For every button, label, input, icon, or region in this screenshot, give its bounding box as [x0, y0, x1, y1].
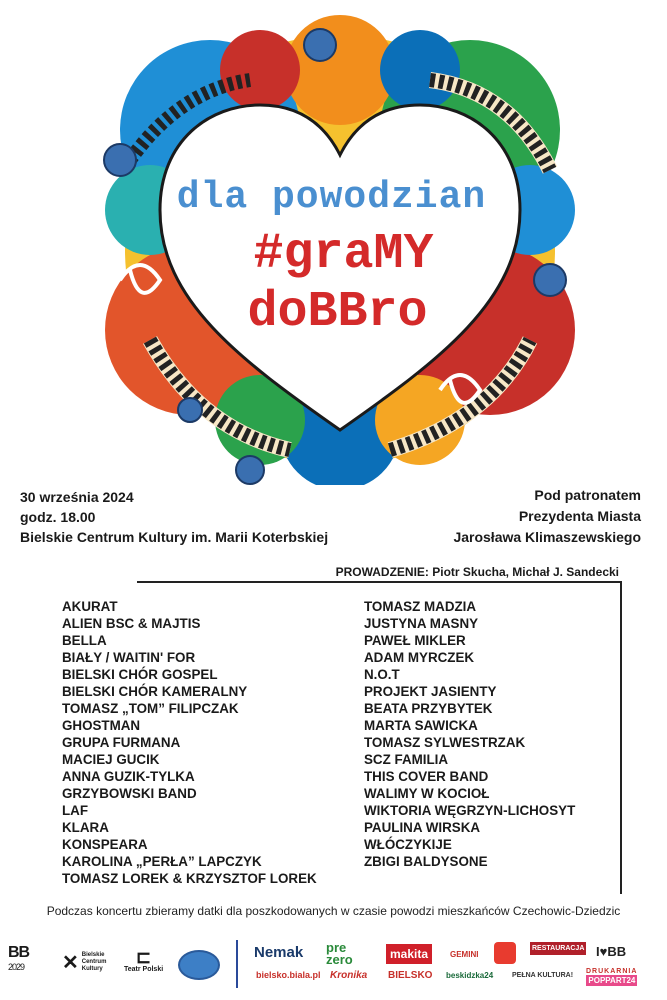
- drukarnia-logo: [586, 968, 637, 986]
- performer: TOMASZ LOREK & KRZYSZTOF LOREK: [62, 871, 317, 886]
- performers-left-list: [62, 598, 317, 887]
- performer: BIAŁY / WAITIN' FOR: [62, 650, 196, 665]
- performer: ANNA GUZIK-TYLKA: [62, 769, 195, 784]
- bb2029-logo: [8, 944, 29, 972]
- ibb-logo: I♥BB: [596, 944, 627, 959]
- performer: KONSPEARA: [62, 837, 148, 852]
- performer: N.O.T: [364, 667, 400, 682]
- performer: BIELSKI CHÓR KAMERALNY: [62, 684, 248, 699]
- performer: ALIEN BSC & MAJTIS: [62, 616, 201, 631]
- beskidzka-logo: beskidzka24: [446, 971, 494, 980]
- heart-line-1: dla powodzian: [176, 176, 487, 219]
- footer-note: Podczas koncertu zbieramy datki dla poszkodowanych w czasie powodzi mieszkańców Czechowic-Dziedzic: [46, 904, 621, 918]
- prezero-logo: pre zero: [326, 940, 353, 967]
- bck-label: Bielskie Centrum Kultury: [81, 952, 107, 972]
- bb2029-mark: BB: [8, 944, 30, 961]
- makita-logo: makita: [386, 944, 432, 964]
- performer: PAWEŁ MIKLER: [364, 633, 466, 648]
- teatr-label: Teatr Polski: [124, 966, 164, 973]
- performer: LAF: [62, 803, 89, 818]
- performer: JUSTYNA MASNY: [364, 616, 479, 631]
- performer: GHOSTMAN: [62, 718, 141, 733]
- patronage-line-3: Jarosława Klimaszewskiego: [453, 529, 641, 545]
- logo-divider: [236, 940, 238, 988]
- performer: BELLA: [62, 633, 107, 648]
- sponsor-mascot-logo: [494, 942, 516, 964]
- kronika-logo: Kronika: [330, 970, 368, 981]
- performer: BIELSKI CHÓR GOSPEL: [62, 667, 218, 682]
- nemak-logo: Nemak: [254, 944, 304, 961]
- teatr-polski-logo: [124, 948, 163, 973]
- event-time: godz. 18.00: [20, 509, 96, 525]
- teatr-mark-icon: ⊏: [136, 947, 152, 967]
- performer: TOMASZ MADZIA: [364, 599, 477, 614]
- bck-logo: [62, 950, 116, 975]
- performer: TOMASZ SYLWESTRZAK: [364, 735, 526, 750]
- performer: WALIMY W KOCIOŁ: [364, 786, 490, 801]
- performer: WIKTORIA WĘGRZYN-LICHOSYT: [364, 803, 576, 818]
- event-date: 30 września 2024: [20, 489, 134, 505]
- poppart-label: POPPART24: [586, 975, 637, 986]
- patronage-line-2: Prezydenta Miasta: [518, 508, 641, 524]
- heart-line-3: doBBro: [247, 284, 428, 341]
- city-crest-logo: [178, 950, 220, 980]
- performer: SCZ FAMILIA: [364, 752, 449, 767]
- heart-line-2: #graMY: [253, 226, 434, 283]
- performer: KLARA: [62, 820, 109, 835]
- performer: MACIEJ GUCIK: [62, 752, 160, 767]
- frame-top-line: [137, 581, 622, 583]
- performer: MARTA SAWICKA: [364, 718, 478, 733]
- bck-mark-icon: ✕: [62, 952, 79, 974]
- performer: PAULINA WIRSKA: [364, 820, 481, 835]
- performer: AKURAT: [62, 599, 118, 614]
- event-info: [20, 487, 328, 547]
- performers-right-list: [364, 598, 575, 870]
- drukarnia-label: DRUKARNIA: [586, 968, 638, 975]
- gemini-logo: GEMINI: [450, 950, 479, 959]
- patronage-line-1: Pod patronatem: [534, 487, 641, 503]
- performer: PROJEKT JASIENTY: [364, 684, 497, 699]
- frame-right-line: [620, 581, 622, 894]
- bielsko-biala-logo: bielsko.biala.pl: [256, 970, 321, 980]
- performer: ADAM MYRCZEK: [364, 650, 475, 665]
- patronage-info: [453, 485, 641, 548]
- restauracja-logo: RESTAURACJA: [530, 942, 586, 955]
- radio-bielsko-logo: BIELSKO: [388, 970, 433, 981]
- performer: TOMASZ „TOM” FILIPCZAK: [62, 701, 239, 716]
- performer: THIS COVER BAND: [364, 769, 489, 784]
- performer: WŁÓCZYKIJE: [364, 837, 452, 852]
- performer: GRUPA FURMANA: [62, 735, 181, 750]
- bb2029-year: 2029: [8, 962, 25, 972]
- performer: ZBIGI BALDYSONE: [364, 854, 488, 869]
- pelna-kultura-logo: PEŁNA KULTURA!: [512, 972, 574, 979]
- performer: BEATA PRZYBYTEK: [364, 701, 493, 716]
- performer: GRZYBOWSKI BAND: [62, 786, 197, 801]
- performer: KAROLINA „PERŁA” LAPCZYK: [62, 854, 262, 869]
- hosts-line: PROWADZENIE: Piotr Skucha, Michał J. Sandecki: [335, 565, 619, 579]
- event-venue: Bielskie Centrum Kultury im. Marii Koterbskiej: [20, 529, 329, 545]
